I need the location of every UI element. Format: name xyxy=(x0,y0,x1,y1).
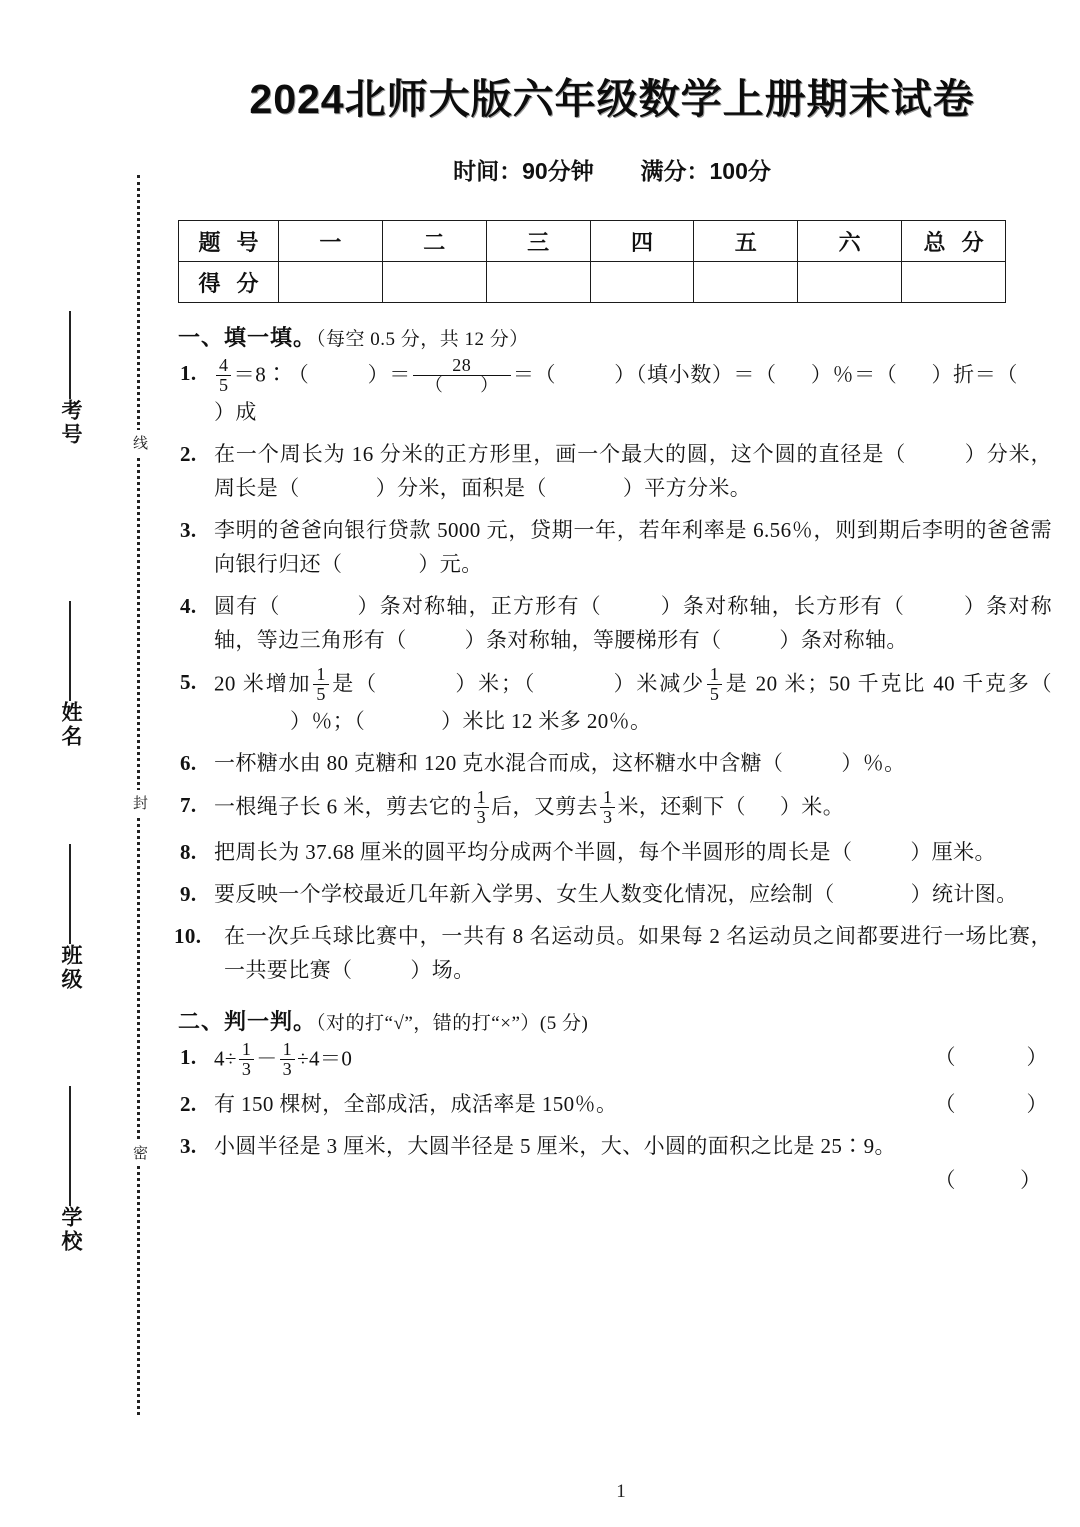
question-5-text-4: ）米减少 xyxy=(612,671,705,696)
question-8-text-2: ）厘米。 xyxy=(910,839,996,864)
score-cell-2[interactable] xyxy=(382,262,486,303)
score-table-col-3: 三 xyxy=(486,221,590,262)
exam-total-score: 满分：100分 xyxy=(640,158,771,184)
score-table xyxy=(178,220,1006,303)
section-1-title: 一、填一填。 xyxy=(178,325,317,350)
judge-question-2-number: 2. xyxy=(180,1091,197,1116)
question-9-text-1: 要反映一个学校最近几年新入学男、女生人数变化情况，应绘制（ xyxy=(214,881,835,906)
field-school-line xyxy=(69,1086,71,1206)
fraction-one-third xyxy=(280,1040,295,1079)
question-5-text-2: 是（ xyxy=(330,671,378,696)
question-6-text-2: ）％。 xyxy=(841,750,906,775)
question-1-text-2: ）＝ xyxy=(367,362,411,387)
question-9-number: 9. xyxy=(180,881,197,906)
question-8-text-1: 把周长为 37.68 厘米的圆平均分成两个半圆，每个半圆形的周长是（ xyxy=(214,839,853,864)
question-1-text-6: ）折＝（ xyxy=(931,362,1018,387)
question-4-number: 4. xyxy=(180,593,197,618)
fraction-numerator: 1 xyxy=(282,1038,293,1059)
question-5-text-1: 20 米增加 xyxy=(214,671,312,696)
fraction-numerator: 4 xyxy=(219,355,229,375)
judge-row xyxy=(214,1087,1052,1121)
fraction-numerator: 1 xyxy=(316,664,326,685)
question-5-text-5: 是 20 米；50 千克比 40 千克多（ xyxy=(724,671,1052,696)
fraction-one-third xyxy=(474,788,489,827)
field-exam-number[interactable] xyxy=(38,305,102,447)
question-10-number: 10. xyxy=(174,923,202,948)
question-9-text-2: ）统计图。 xyxy=(910,881,1018,906)
question-5 xyxy=(172,665,1052,738)
score-table-col-1: 一 xyxy=(279,221,383,262)
seal-char-line: 线 xyxy=(128,430,150,456)
question-2-text-4: ）平方分米。 xyxy=(622,475,752,500)
score-table-col-6: 六 xyxy=(798,221,902,262)
question-1-text-5: ）％＝（ xyxy=(810,362,898,387)
fraction-numerator: 1 xyxy=(709,664,720,685)
judge-question-3-text: 小圆半径是 3 厘米，大圆半径是 5 厘米，大、小圆的面积之比是 25∶9。 xyxy=(214,1133,896,1158)
field-name-line xyxy=(69,601,71,701)
judge-answer-row-3 xyxy=(214,1163,1052,1197)
field-exam-number-line xyxy=(69,311,71,399)
score-cell-4[interactable] xyxy=(590,262,694,303)
judge-question-3 xyxy=(172,1129,1052,1197)
section-1-note: （每空 0.5 分，共 12 分） xyxy=(316,329,529,350)
question-1-number: 1. xyxy=(180,361,197,385)
question-3-number: 3. xyxy=(180,517,197,542)
fraction-denominator: 5 xyxy=(707,684,722,704)
question-4-text-2: ）条对称轴，正方形有（ xyxy=(356,593,602,618)
score-table-col-2: 二 xyxy=(382,221,486,262)
question-3-text-1: 李明的爸爸向银行贷款 5000 元，贷期一年，若年利率是 6.56％，则到期后李明的爸爸需向银行归还（ xyxy=(214,517,1052,576)
question-1-text-4: ）（填小数）＝（ xyxy=(614,362,777,387)
score-table-col-4: 四 xyxy=(590,221,694,262)
field-exam-number-label: 考号 xyxy=(59,399,82,447)
score-table-col-5: 五 xyxy=(694,221,798,262)
question-4-text-3: ）条对称轴，长方形有（ xyxy=(659,593,906,618)
field-class-label: 班级 xyxy=(59,944,82,992)
field-name[interactable] xyxy=(38,595,102,749)
question-1-text-3: ＝（ xyxy=(512,362,557,387)
fraction-one-fifth xyxy=(707,665,722,704)
field-class[interactable] xyxy=(38,838,102,992)
question-6-text-1: 一杯糖水由 80 克糖和 120 克水混合而成，这杯糖水中含糖（ xyxy=(214,750,784,775)
question-7-text-4: ）米。 xyxy=(779,794,845,819)
fraction-denominator: 5 xyxy=(216,375,231,395)
fraction-denominator: 3 xyxy=(280,1059,295,1079)
judge-answer-box-3[interactable]: （ ） xyxy=(934,1167,1042,1192)
judge-answer-box-1[interactable]: （ ） xyxy=(934,1044,1050,1069)
fraction-one-third xyxy=(600,788,615,827)
exam-sheet xyxy=(162,0,1080,1527)
question-list-section-2 xyxy=(172,1040,1052,1197)
question-4 xyxy=(172,589,1052,657)
judge-question-1-number: 1. xyxy=(180,1044,197,1069)
question-5-text-7: ）米比 12 米多 20％。 xyxy=(441,708,652,733)
fraction-denominator: 3 xyxy=(600,807,615,827)
exam-meta xyxy=(172,153,1052,186)
question-2 xyxy=(172,437,1052,505)
question-10 xyxy=(172,919,1052,987)
fraction-four-fifths xyxy=(216,356,231,395)
judge-question-1-text-3: ÷4＝0 xyxy=(297,1046,353,1071)
score-cell-1[interactable] xyxy=(279,262,383,303)
fraction-one-third xyxy=(239,1040,254,1079)
seal-char-secret: 密 xyxy=(128,1140,150,1166)
fraction-28-over-blank xyxy=(413,356,511,395)
question-8 xyxy=(172,835,1052,869)
question-6-number: 6. xyxy=(180,750,197,775)
score-table-row-label-score: 得 分 xyxy=(179,262,279,303)
question-5-text-6: ）％；（ xyxy=(290,708,366,733)
question-4-text-6: ）条对称轴。 xyxy=(779,628,908,652)
judge-question-1-body xyxy=(214,1040,932,1079)
question-3 xyxy=(172,513,1052,581)
section-2-title: 二、判一判。 xyxy=(178,1008,317,1034)
question-9 xyxy=(172,877,1052,911)
fraction-numerator: 1 xyxy=(476,786,487,807)
fraction-denominator: 3 xyxy=(474,807,489,827)
judge-question-1-text-2: － xyxy=(256,1046,278,1071)
score-cell-6[interactable] xyxy=(798,262,902,303)
score-table-row-label-question: 题 号 xyxy=(179,221,279,262)
judge-answer-box-2[interactable]: （ ） xyxy=(934,1091,1050,1116)
question-10-text-1: 在一次乒乓球比赛中，一共有 8 名运动员。如果每 2 名运动员之间都要进行一场比赛，一共要比赛（ xyxy=(224,923,1052,982)
question-1-text-7: ）成 xyxy=(214,399,257,424)
question-2-text-3: ）分米，面积是（ xyxy=(375,475,547,500)
fraction-one-fifth xyxy=(313,665,328,704)
judge-question-2 xyxy=(172,1087,1052,1121)
question-6 xyxy=(172,746,1052,780)
question-7-text-2: 后，又剪去 xyxy=(491,794,599,819)
fraction-numerator: 28 xyxy=(452,355,472,375)
left-margin-band xyxy=(0,0,160,1527)
score-table-col-total: 总 分 xyxy=(902,221,1006,262)
section-header-true-false xyxy=(178,1005,1052,1036)
question-5-number: 5. xyxy=(180,670,197,695)
judge-question-1 xyxy=(172,1040,1052,1079)
score-cell-5[interactable] xyxy=(694,262,798,303)
section-header-fill-in xyxy=(178,321,1052,352)
table-row-question-numbers xyxy=(179,221,1006,262)
question-4-text-4: ）条对称轴，等边三角形有（ xyxy=(214,593,1052,652)
score-cell-total[interactable] xyxy=(902,262,1006,303)
table-row-scores xyxy=(179,262,1006,303)
fraction-numerator: 1 xyxy=(241,1038,252,1059)
question-4-text-5: ）条对称轴，等腰梯形有（ xyxy=(464,628,722,652)
section-2-note: （对的打“√”，错的打“×”）(5 分) xyxy=(316,1012,589,1034)
score-cell-3[interactable] xyxy=(486,262,590,303)
judge-question-2-text: 有 150 棵树，全部成活，成活率是 150％。 xyxy=(214,1091,618,1116)
question-7-text-3: 米，还剩下（ xyxy=(617,794,746,819)
page-title: 2024北师大版六年级数学上册期末试卷 xyxy=(249,76,975,122)
field-class-line xyxy=(69,844,71,944)
question-7-text-1: 一根绳子长 6 米，剪去它的 xyxy=(214,794,472,819)
fraction-numerator: 1 xyxy=(603,786,613,807)
judge-row xyxy=(214,1040,1052,1079)
fraction-denominator: 3 xyxy=(239,1059,254,1079)
question-2-text-2: ）分米，周长是（ xyxy=(214,441,1052,500)
question-10-text-2: ）场。 xyxy=(410,957,475,982)
question-7 xyxy=(172,788,1052,827)
fraction-denominator: 5 xyxy=(313,684,328,704)
question-1-text-1: ＝8∶（ xyxy=(233,362,310,387)
question-2-number: 2. xyxy=(180,441,197,466)
question-5-text-3: ）米；（ xyxy=(453,671,537,696)
field-school-label: 学校 xyxy=(59,1206,82,1254)
question-8-number: 8. xyxy=(180,839,197,864)
seal-char-seal: 封 xyxy=(128,790,150,816)
field-name-label: 姓名 xyxy=(59,701,82,749)
judge-question-3-number: 3. xyxy=(180,1133,197,1158)
judge-question-1-text-1: 4÷ xyxy=(214,1046,237,1071)
field-school[interactable] xyxy=(38,1080,102,1254)
question-2-text-1: 在一个周长为 16 分米的正方形里，画一个最大的圆，这个圆的直径是（ xyxy=(214,441,907,466)
question-list-section-1 xyxy=(172,356,1052,987)
fraction-denominator[interactable]: （ ） xyxy=(413,375,511,395)
question-4-text-1: 圆有（ xyxy=(214,593,281,618)
question-7-number: 7. xyxy=(180,792,197,817)
exam-duration: 时间：90分钟 xyxy=(453,158,594,184)
page-number: 1 xyxy=(616,1481,626,1502)
question-3-text-2: ）元。 xyxy=(418,551,483,576)
question-1 xyxy=(172,356,1052,429)
